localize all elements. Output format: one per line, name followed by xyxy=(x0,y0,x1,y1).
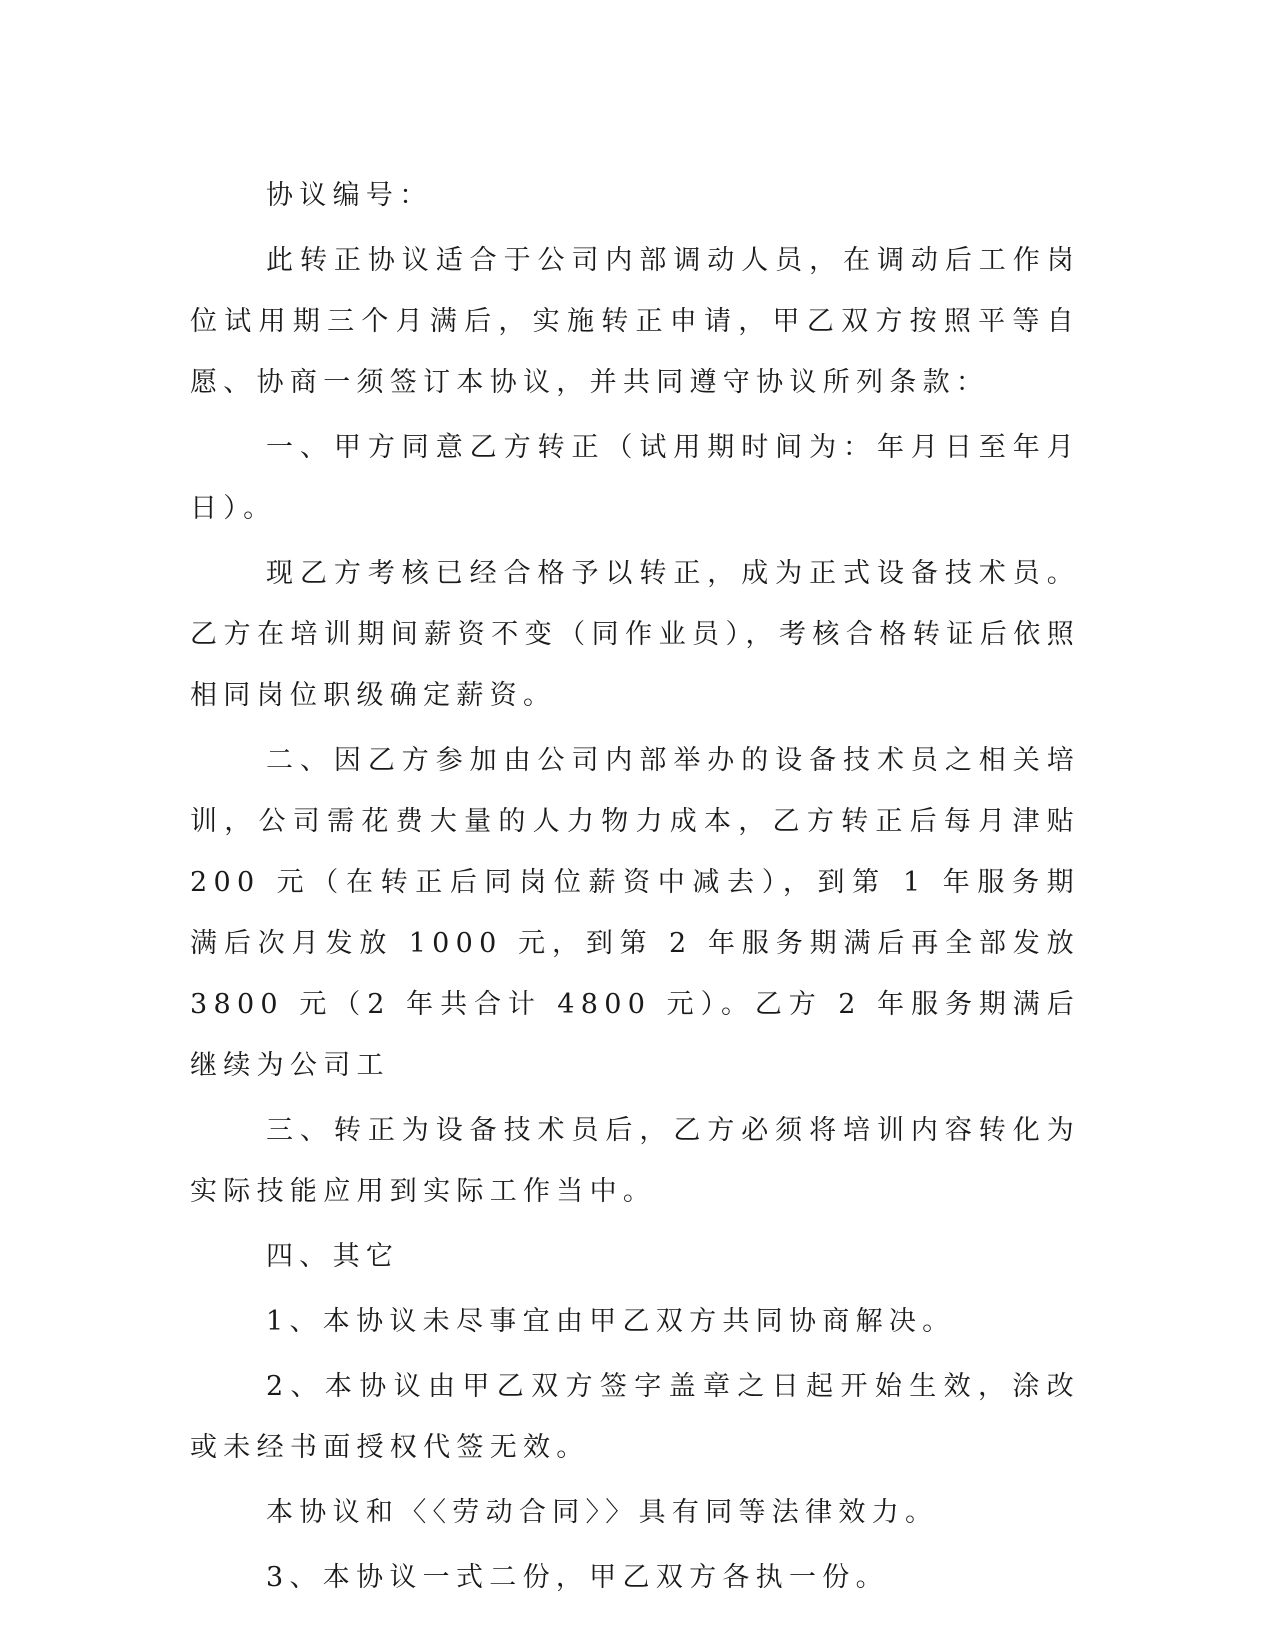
agreement-number-label: 协议编号： xyxy=(266,180,433,211)
clause-one: 一、甲方同意乙方转正（试用期时间为：年月日至年月日）。 xyxy=(190,432,1080,524)
legal-effect-note: 本协议和〈〈劳动合同〉〉具有同等法律效力。 xyxy=(266,1497,939,1528)
clause-four-heading: 四、其它 xyxy=(266,1241,400,1272)
clause-four-item-1: 1、本协议未尽事宜由甲乙双方共同协商解决。 xyxy=(266,1306,956,1337)
clause-two: 二、因乙方参加由公司内部举办的设备技术员之相关培训，公司需花费大量的人力物力成本，乙方转正后每月津贴 200 元（在转正后同岗位薪资中减去），到第 1 年服务期满后次月发放 1000 元，到第 2 年服务期满后再全部发放 3800 元（2 年共合计 4800 元）。乙方 2 年服务期满后继续为公司工 xyxy=(190,745,1080,1081)
clause-four-item-3: 3、本协议一式二份，甲乙双方各执一份。 xyxy=(266,1562,889,1593)
document-body xyxy=(190,165,1080,1612)
clause-three: 三、转正为设备技术员后，乙方必须将培训内容转化为实际技能应用到实际工作当中。 xyxy=(190,1115,1080,1207)
intro-paragraph: 此转正协议适合于公司内部调动人员，在调动后工作岗位试用期三个月满后，实施转正申请，甲乙双方按照平等自愿、协商一须签订本协议，并共同遵守协议所列条款： xyxy=(190,245,1080,398)
clause-one-detail: 现乙方考核已经合格予以转正，成为正式设备技术员。乙方在培训期间薪资不变（同作业员），考核合格转证后依照相同岗位职级确定薪资。 xyxy=(190,558,1080,711)
clause-four-item-2: 2、本协议由甲乙双方签字盖章之日起开始生效，涂改或未经书面授权代签无效。 xyxy=(190,1371,1080,1463)
